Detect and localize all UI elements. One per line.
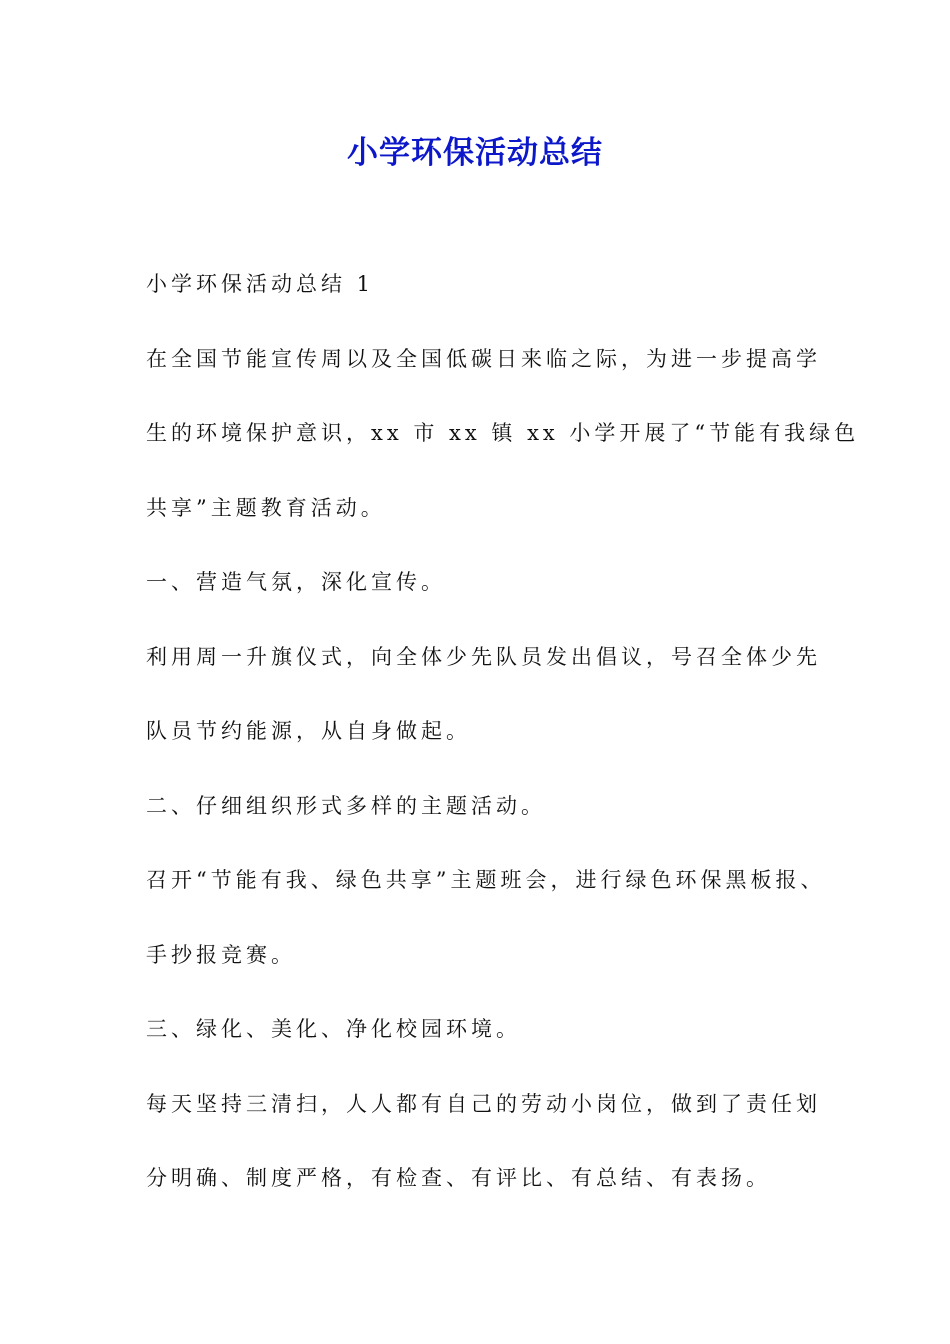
subheading-line: 三、绿化、美化、净化校园环境。 — [146, 1017, 521, 1041]
paragraph-line: 共享”主题教育活动。 — [146, 495, 386, 520]
paragraph-line: 队员节约能源，从自身做起。 — [146, 719, 471, 743]
paragraph-line: 每天坚持三清扫，人人都有自己的劳动小岗位，做到了责任划 — [146, 1091, 821, 1116]
section-heading: 小学环保活动总结 1 — [146, 272, 375, 296]
paragraph-line: 生的环境保护意识，xx 市 xx 镇 xx 小学开展了“节能有我绿色 — [146, 421, 860, 445]
paragraph-line: 召开“节能有我、绿色共享”主题班会，进行绿色环保黑板报、 — [146, 868, 826, 892]
subheading-line: 二、仔细组织形式多样的主题活动。 — [146, 793, 546, 818]
paragraph-line: 在全国节能宣传周以及全国低碳日来临之际，为进一步提高学 — [146, 346, 821, 371]
paragraph-line: 利用周一升旗仪式，向全体少先队员发出倡议，号召全体少先 — [146, 644, 821, 669]
document-body — [146, 262, 860, 1231]
subheading-line: 一、营造气氛，深化宣传。 — [146, 570, 446, 594]
paragraph-line: 手抄报竞赛。 — [146, 942, 296, 967]
document-title: 小学环保活动总结 — [347, 135, 603, 171]
paragraph-line: 分明确、制度严格，有检查、有评比、有总结、有表扬。 — [146, 1166, 771, 1190]
